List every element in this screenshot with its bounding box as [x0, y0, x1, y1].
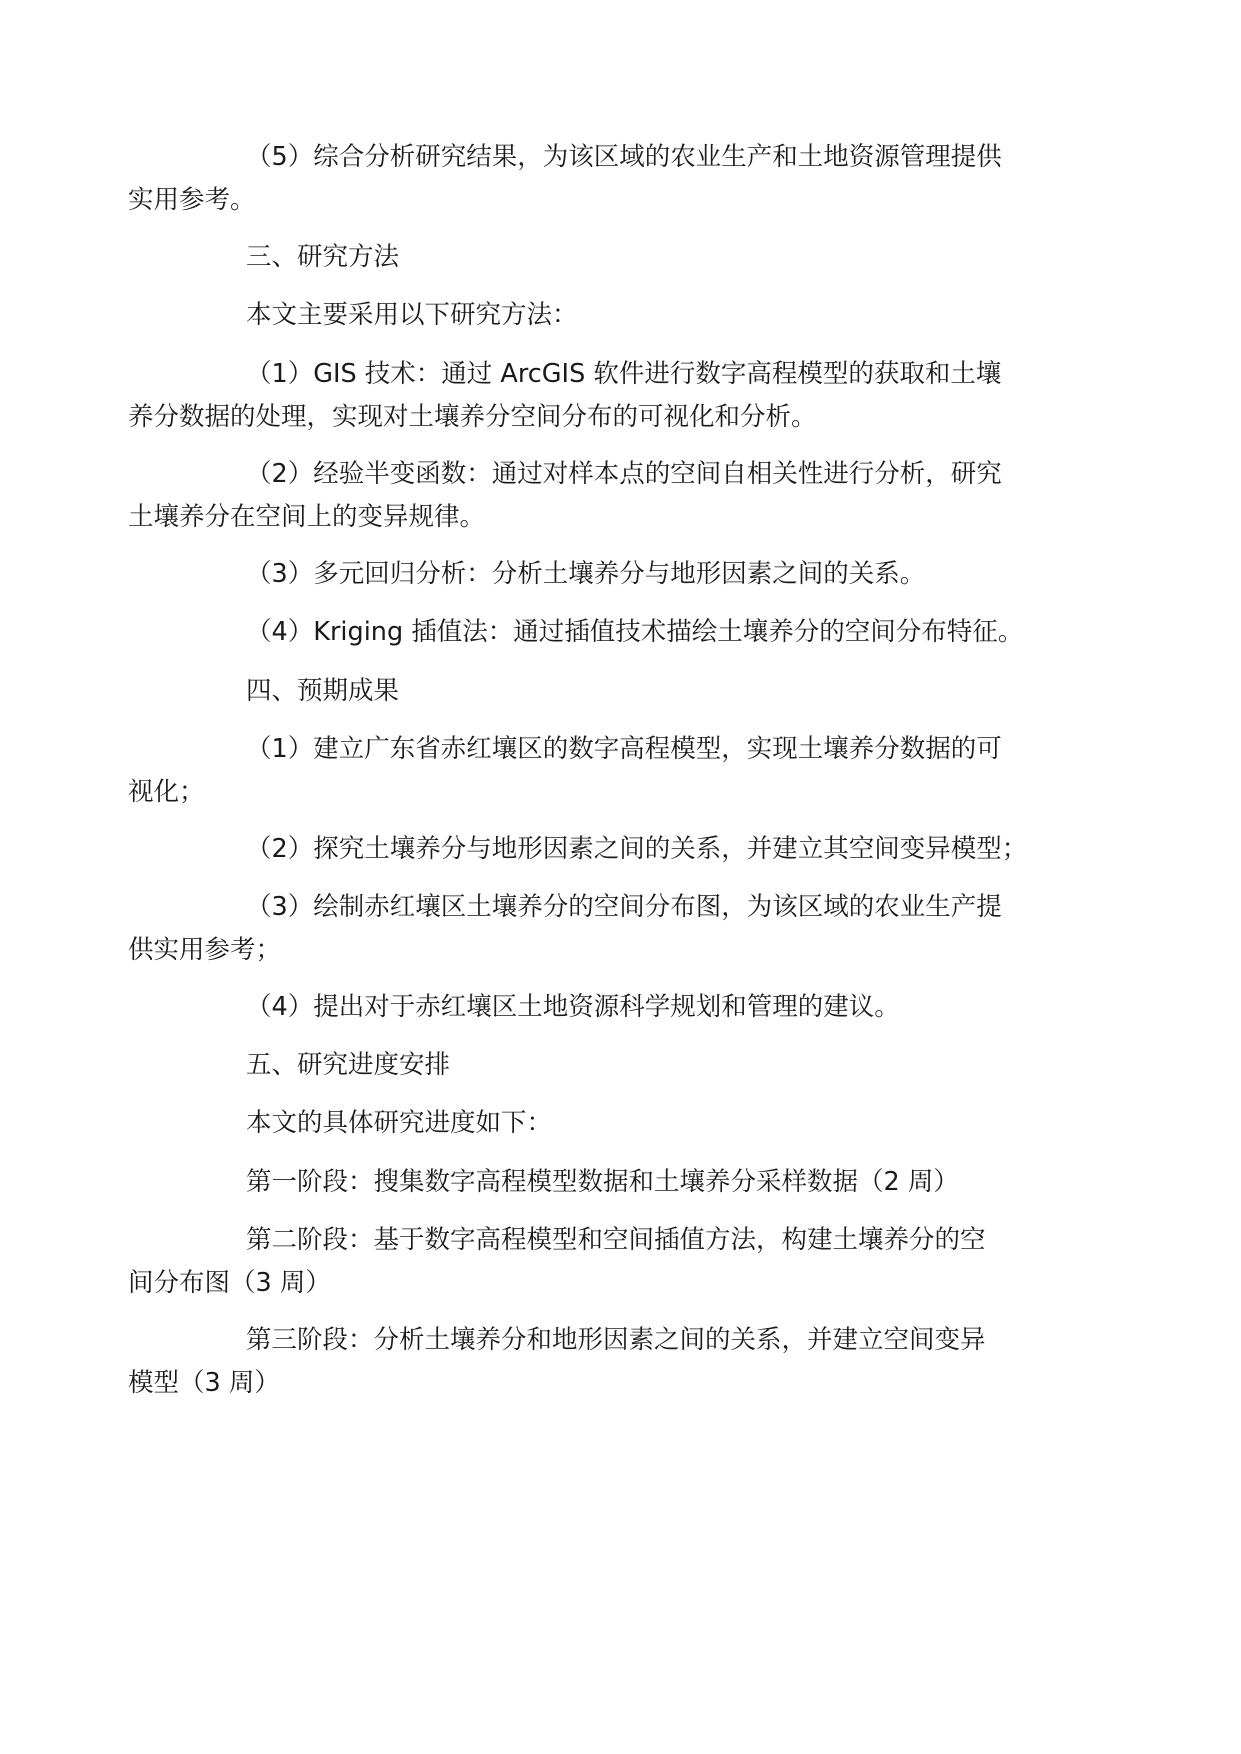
- paragraph-outcome-2: [187, 828, 1067, 871]
- paragraph-method-4: [187, 611, 1067, 654]
- paragraph-objective-5: [128, 136, 1067, 222]
- text-line: （3）绘制赤红壤区土壤养分的空间分布图，为该区域的农业生产提: [246, 892, 1002, 922]
- text-line: 五、研究进度安排: [246, 1050, 451, 1080]
- text-line: 间分布图（3 周）: [128, 1268, 331, 1298]
- text-line: （2）经验半变函数：通过对样本点的空间自相关性进行分析，研究: [246, 459, 1002, 489]
- text-line: 土壤养分在空间上的变异规律。: [128, 502, 486, 532]
- text-line: 第二阶段：基于数字高程模型和空间插值方法，构建土壤养分的空: [246, 1225, 986, 1255]
- section-heading-outcomes: [187, 670, 1067, 713]
- paragraph-schedule-intro: [187, 1102, 1067, 1145]
- text-line: 供实用参考；: [128, 935, 282, 965]
- text-line: （5）综合分析研究结果，为该区域的农业生产和土地资源管理提供: [246, 142, 1002, 172]
- text-line: （1）GIS 技术：通过 ArcGIS 软件进行数字高程模型的获取和土壤: [246, 359, 1002, 389]
- paragraph-stage-1: [187, 1161, 1067, 1204]
- text-line: （4）Kriging 插值法：通过插值技术描绘土壤养分的空间分布特征。: [246, 617, 1024, 647]
- paragraph-method-2: [128, 453, 1067, 539]
- paragraph-outcome-1: [128, 728, 1067, 814]
- paragraph-methods-intro: [187, 294, 1067, 337]
- paragraph-method-3: [187, 553, 1067, 596]
- section-heading-schedule: [187, 1044, 1067, 1087]
- text-line: 第一阶段：搜集数字高程模型数据和土壤养分采样数据（2 周）: [246, 1167, 959, 1197]
- paragraph-stage-2: [128, 1219, 1067, 1305]
- text-line: 第三阶段：分析土壤养分和地形因素之间的关系，并建立空间变异: [246, 1325, 986, 1355]
- text-line: （3）多元回归分析：分析土壤养分与地形因素之间的关系。: [246, 559, 926, 589]
- text-line: 三、研究方法: [246, 242, 400, 272]
- text-line: 实用参考。: [128, 185, 256, 215]
- text-line: 视化；: [128, 777, 205, 807]
- section-heading-methods: [187, 236, 1067, 279]
- text-line: 模型（3 周）: [128, 1368, 280, 1398]
- paragraph-stage-3: [128, 1319, 1067, 1405]
- text-line: （4）提出对于赤红壤区土地资源科学规划和管理的建议。: [246, 992, 900, 1022]
- text-line: 四、预期成果: [246, 676, 400, 706]
- text-line: （2）探究土壤养分与地形因素之间的关系，并建立其空间变异模型；: [246, 834, 1028, 864]
- text-line: 本文主要采用以下研究方法：: [246, 300, 578, 330]
- text-line: 本文的具体研究进度如下：: [246, 1108, 553, 1138]
- text-line: （1）建立广东省赤红壤区的数字高程模型，实现土壤养分数据的可: [246, 734, 1002, 764]
- paragraph-method-1: [128, 353, 1067, 439]
- paragraph-outcome-4: [187, 986, 1067, 1029]
- paragraph-outcome-3: [128, 886, 1067, 972]
- text-line: 养分数据的处理，实现对土壤养分空间分布的可视化和分析。: [128, 402, 817, 432]
